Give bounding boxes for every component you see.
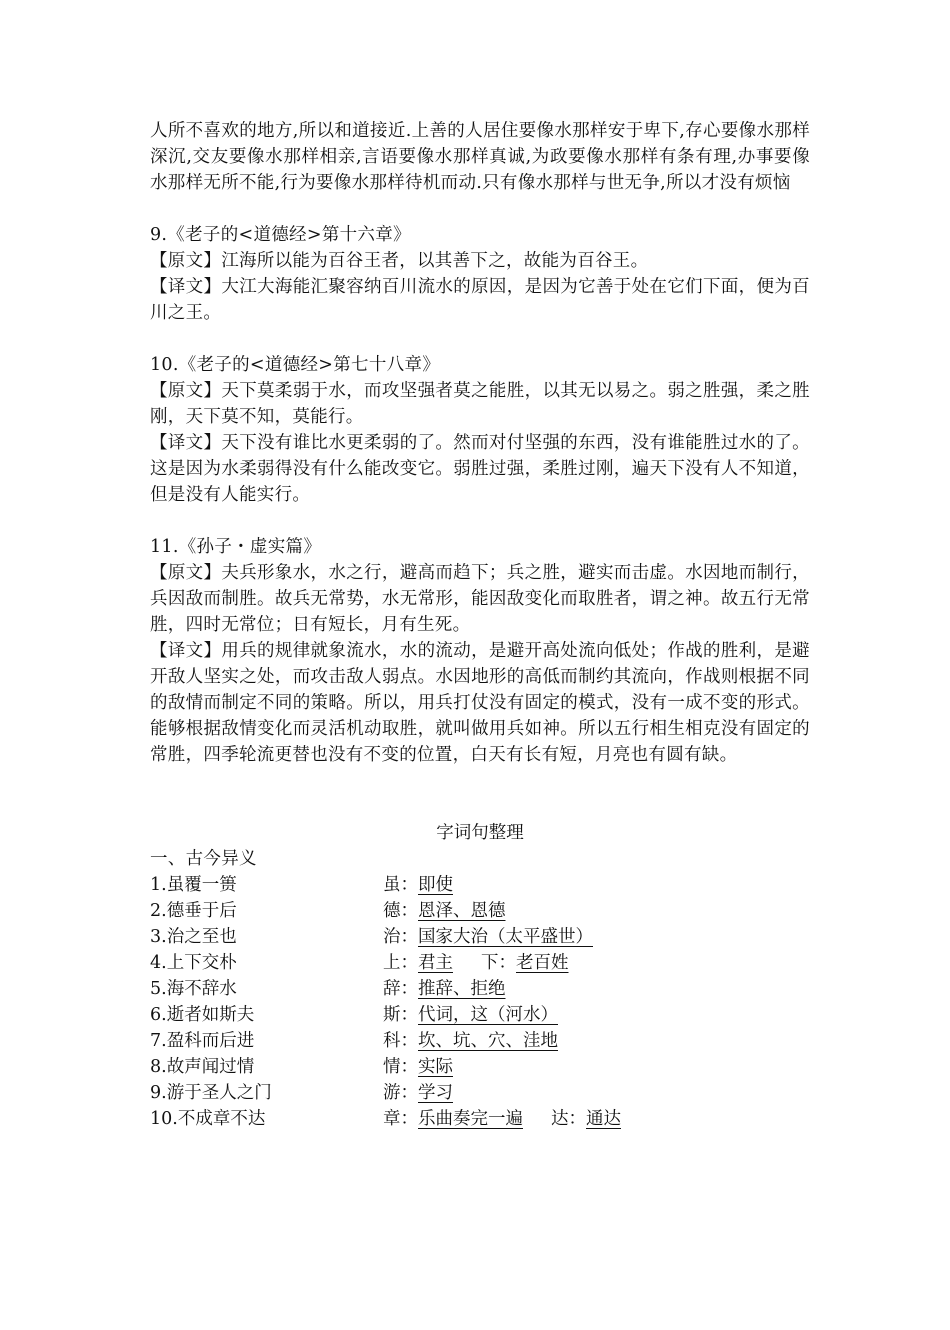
section-translation: 【译文】用兵的规律就象流水，水的流动，是避开高处流向低处；作战的胜利，是避开敌人坚实之处，而攻击敌人弱点。水因地形的高低而制约其流向，作战则根据不同的敌情而制定不同的策略。所以，用兵打仗没有固定的模式，没有一成不变的形式。能够根据敌情变化而灵活机动取胜，就叫做用兵如神。所以五行相生相克没有固定的常胜，四季轮流更替也没有不变的位置，白天有长有短，月亮也有圆有缺。: [150, 641, 810, 765]
section-original: 【原文】夫兵形象水，水之行，避高而趋下；兵之胜，避实而击虚。水因地而制行，兵因敌而制胜。故兵无常势，水无常形，能因敌变化而取胜者，谓之神。故五行无常胜，四时无常位；日有短长，月有生死。: [150, 563, 810, 635]
list-item: [150, 1106, 810, 1132]
spacer: [150, 326, 810, 352]
vocab-list: [150, 872, 810, 1132]
intro-paragraph: 人所不喜欢的地方,所以和道接近.上善的人居住要像水那样安于卑下,存心要像水那样深沉,交友要像水那样相亲,言语要像水那样真诚,为政要像水那样有条有理,办事要像水那样无所不能,行为要像水那样待机而动.只有像水那样与世无争,所以才没有烦恼: [150, 121, 810, 193]
vocab-phrase: 10.不成章不达: [150, 1109, 266, 1129]
vocab-char: 情：: [383, 1057, 418, 1077]
section-title: 11.《孙子・虚实篇》: [150, 537, 322, 557]
vocab-phrase: 5.海不辞水: [150, 979, 237, 999]
vocab-meaning: 君主: [418, 953, 453, 973]
list-item: [150, 1080, 810, 1106]
list-item: [150, 1002, 810, 1028]
vocab-phrase: 6.逝者如斯夫: [150, 1005, 255, 1025]
vocab-phrase: 3.治之至也: [150, 927, 237, 947]
spacer: [150, 768, 810, 794]
spacer: [150, 196, 810, 222]
vocab-char: 科：: [383, 1031, 418, 1051]
vocab-char: 游：: [383, 1083, 418, 1103]
section-translation: 【译文】天下没有谁比水更柔弱的了。然而对付坚强的东西，没有谁能胜过水的了。这是因为水柔弱得没有什么能改变它。弱胜过强，柔胜过刚，遍天下没有人不知道，但是没有人能实行。: [150, 433, 810, 505]
section-title: 9.《老子的<道德经>第十六章》: [150, 225, 411, 245]
section-title: 10.《老子的<道德经>第七十八章》: [150, 355, 441, 375]
vocab-phrase: 8.故声闻过情: [150, 1057, 255, 1077]
section-original: 【原文】江海所以能为百谷王者，以其善下之，故能为百谷王。: [150, 251, 649, 271]
list-item: [150, 976, 810, 1002]
vocab-meaning-2: 老百姓: [516, 953, 569, 973]
vocab-meaning: 坎、坑、穴、洼地: [418, 1031, 558, 1051]
vocab-meaning: 国家大治（太平盛世）: [418, 927, 593, 947]
vocab-meaning: 推辞、拒绝: [418, 979, 506, 999]
vocab-meaning-2: 通达: [586, 1109, 621, 1129]
vocab-char: 斯：: [383, 1005, 418, 1025]
vocab-meaning: 实际: [418, 1057, 453, 1077]
vocab-title: 字词句整理: [436, 823, 524, 843]
list-item: [150, 924, 810, 950]
vocab-meaning: 即使: [418, 875, 453, 895]
vocab-char-2: 达：: [551, 1109, 586, 1129]
section-translation: 【译文】大江大海能汇聚容纳百川流水的原因，是因为它善于处在它们下面，便为百川之王。: [150, 277, 810, 323]
section-11: [150, 534, 810, 768]
vocab-meaning: 代词，这（河水）: [418, 1005, 558, 1025]
section-9: [150, 222, 810, 326]
section-original: 【原文】天下莫柔弱于水，而攻坚强者莫之能胜，以其无以易之。弱之胜强，柔之胜刚，天下莫不知，莫能行。: [150, 381, 810, 427]
vocab-char: 德：: [383, 901, 418, 921]
vocab-char: 上：: [383, 953, 418, 973]
vocab-subtitle: 一、古今异义: [150, 849, 257, 869]
spacer: [150, 794, 810, 820]
list-item: [150, 1054, 810, 1080]
vocab-meaning: 乐曲奏完一遍: [418, 1109, 523, 1129]
vocab-char: 辞：: [383, 979, 418, 999]
spacer: [150, 508, 810, 534]
vocab-meaning: 学习: [418, 1083, 453, 1103]
list-item: [150, 1028, 810, 1054]
vocab-char: 章：: [383, 1109, 418, 1129]
document-page: [150, 118, 810, 1132]
vocab-char: 治：: [383, 927, 418, 947]
vocab-phrase: 1.虽覆一篑: [150, 875, 237, 895]
list-item: [150, 898, 810, 924]
vocab-phrase: 4.上下交朴: [150, 953, 237, 973]
section-10: [150, 352, 810, 508]
list-item: [150, 950, 810, 976]
vocab-char-2: 下：: [481, 953, 516, 973]
vocab-char: 虽：: [383, 875, 418, 895]
vocab-phrase: 7.盈科而后进: [150, 1031, 255, 1051]
vocab-phrase: 2.德垂于后: [150, 901, 237, 921]
vocab-meaning: 恩泽、恩德: [418, 901, 506, 921]
vocab-phrase: 9.游于圣人之门: [150, 1083, 272, 1103]
list-item: [150, 872, 810, 898]
